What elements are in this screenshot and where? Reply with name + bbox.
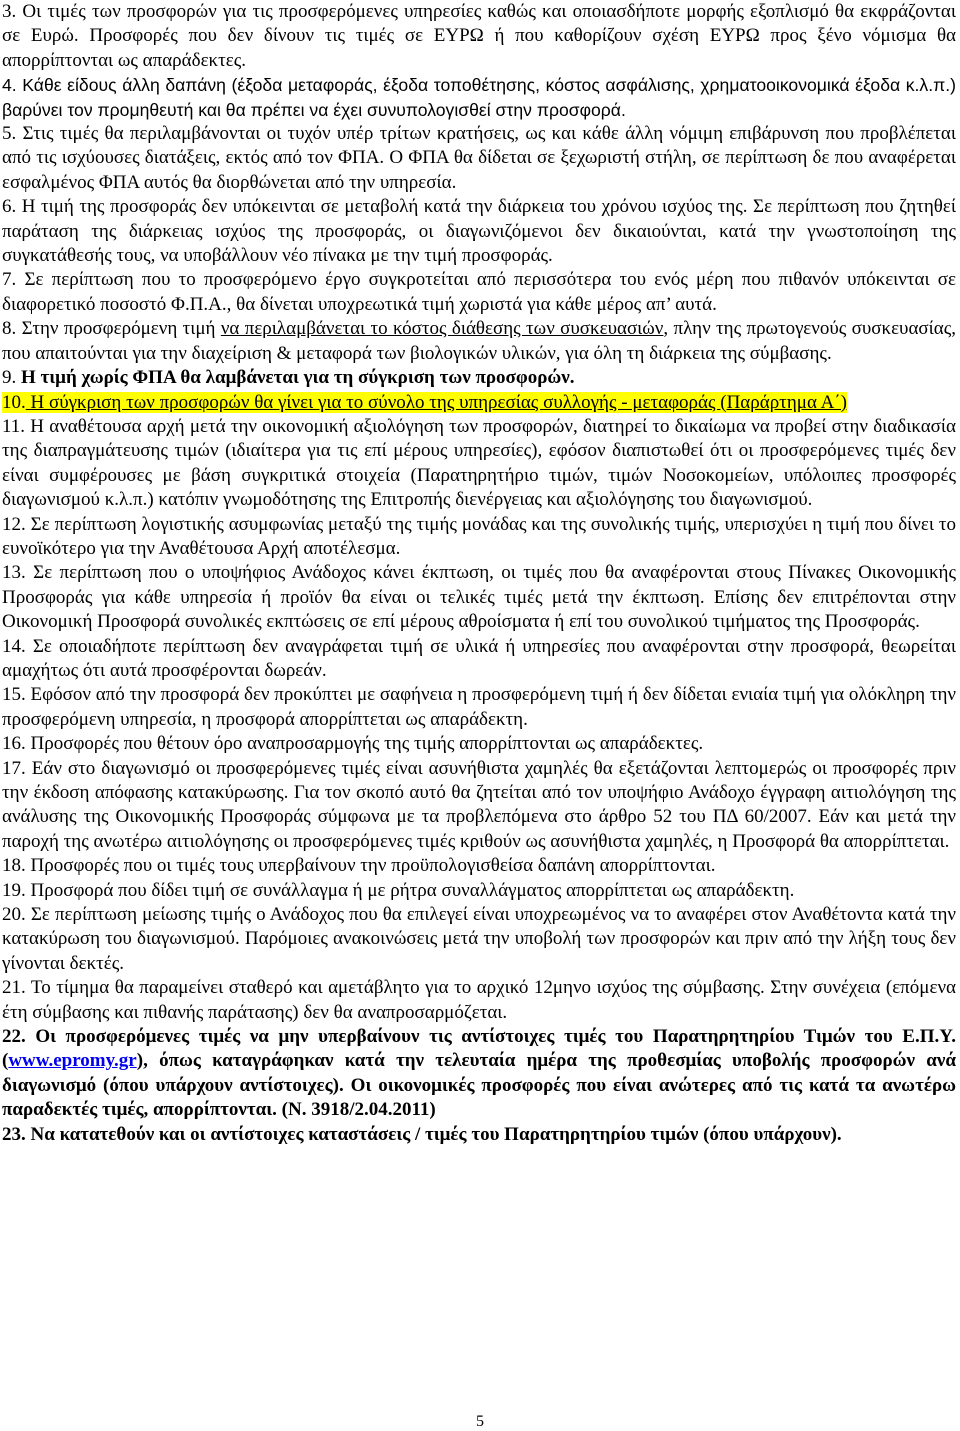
paragraph-text: Σε οποιαδήποτε περίπτωση δεν αναγράφεται τιμή σε υλικά ή υπηρεσίες που αναφέρονται στην προσφορά, θεωρείται αμαχήτως ότι αυτά προσφέρονται δωρεάν. bbox=[2, 635, 956, 681]
paragraph-text: Η αναθέτουσα αρχή μετά την οικονομική αξιολόγηση των προσφορών, διατηρεί το δικαίωμα να προβεί στην διαδικασία της διαπραγμάτευσης τιμών (ιδιαίτερα για τις επί μέρους υπηρεσίες), εφόσον διαπιστωθεί ότι οι προσφερόμενες τιμές δεν είναι συμφέρουσες με βάση συγκριτικά στοιχεία (Παρατηρητήριο τιμών, τιμών Νοσοκομείων, υπόλοιπες προσφορές διαγωνισμού κ.λ.π.) κατόπιν γνωμοδότησης της Επιτροπής διενέργειας και αξιολόγησης του διαγωνισμού. bbox=[2, 415, 956, 511]
paragraph-number: 7. bbox=[2, 269, 17, 291]
paragraph-4 bbox=[2, 73, 956, 122]
paragraph-number: 23. bbox=[2, 1123, 26, 1145]
paragraph-number: 18. bbox=[2, 855, 26, 877]
paragraph-text: ), όπως καταγράφηκαν κατά την τελευταία ημέρα της προθεσμίας υποβολής προσφορών ανά διαγωνισμό (όπου υπάρχουν αντίστοιχες). Οι οικονομικές προσφορές που είναι ανώτερες από τις κατά τα ανωτέρω παραδεκτές τιμές, απορρίπτονται. (Ν. 3918/2.04.2011) bbox=[2, 1050, 956, 1121]
paragraph-number: 17. bbox=[2, 757, 26, 779]
paragraph-text: Το τίμημα θα παραμείνει σταθερό και αμετάβλητο για το αρχικό 12μηνο ισχύος της σύμβασης. Στην συνέχεια (επόμενα έτη σύμβασης και πιθανής παράτασης) δεν θα αναπροσαρμόζεται. bbox=[2, 977, 956, 1023]
paragraph-text: Προσφορά που δίδει τιμή σε συνάλλαγμα ή με ρήτρα συναλλάγματος απορρίπτεται ως απαράδεκτη. bbox=[25, 879, 795, 901]
paragraph-text: , πλην της πρωτογενούς συσκευασίας, που απαιτούνται για την διαχείριση & μεταφορά των βιολογικών υλικών, για όλη τη διάρκεια της σύμβασης. bbox=[2, 318, 956, 364]
paragraph-13 bbox=[2, 561, 956, 634]
paragraph-text: Προσφορές που οι τιμές τους υπερβαίνουν την προϋπολογισθείσα δαπάνη απορρίπτονται. bbox=[25, 855, 716, 877]
paragraph-6 bbox=[2, 195, 956, 268]
paragraph-number: 15. bbox=[2, 684, 26, 706]
paragraph-number: 6. bbox=[2, 196, 17, 218]
paragraph-number: 12. bbox=[2, 513, 26, 535]
underlined-text: να περιλαμβάνεται το κόστος διάθεσης των συσκευασιών bbox=[220, 318, 664, 340]
paragraph-15 bbox=[2, 683, 956, 732]
paragraph-text: Εφόσον από την προσφορά δεν προκύπτει με σαφήνεια η προσφερόμενη τιμή ή δεν δίδεται ενιαία τιμή για ολόκληρη την προσφερόμενη υπηρεσία, η προσφορά απορρίπτεται ως απαράδεκτη. bbox=[2, 684, 956, 730]
paragraph-8 bbox=[2, 317, 956, 366]
paragraph-number: 19. bbox=[2, 879, 26, 901]
paragraph-number: 13. bbox=[2, 562, 26, 584]
paragraph-text: Η τιμή της προσφοράς δεν υπόκεινται σε μεταβολή κατά την διάρκεια του χρόνου ισχύος της. Σε περίπτωση που ζητηθεί παράταση της διάρκειας ισχύος της προσφοράς, οι διαγωνιζόμενοι δεν δικαιούνται, κατά την γνωστοποίηση της συγκατάθεσής τους, να υποβάλλουν νέο πίνακα με την τιμή προσφοράς. bbox=[2, 196, 956, 267]
paragraph-3 bbox=[2, 0, 956, 73]
page-number: 5 bbox=[476, 1413, 484, 1430]
paragraph-22 bbox=[2, 1025, 956, 1123]
paragraph-text: Σε περίπτωση λογιστικής ασυμφωνίας μεταξύ της τιμής μονάδας και της συνολικής τιμής, υπερισχύει η τιμή που δίνει το ευνοϊκότερο για την Αναθέτουσα Αρχή αποτέλεσμα. bbox=[2, 513, 956, 559]
paragraph-16 bbox=[2, 732, 956, 756]
paragraph-number: 22. bbox=[2, 1026, 26, 1048]
paragraph-text: Προσφορές που θέτουν όρο αναπροσαρμογής της τιμής απορρίπτονται ως απαράδεκτες. bbox=[25, 733, 704, 755]
paragraph-text: Στην προσφερόμενη τιμή bbox=[16, 318, 221, 340]
paragraph-text: Στις τιμές θα περιλαμβάνονται οι τυχόν υπέρ τρίτων κρατήσεις, ως και κάθε άλλη νόμιμη επιβάρυνση που προβλέπεται από τις ισχύουσες διατάξεις, εκτός από τον ΦΠΑ. Ο ΦΠΑ θα δίδεται σε ξεχωριστή στήλη, σε περίπτωση δε που αναφέρεται εσφαλμένος ΦΠΑ αυτός θα διορθώνεται από την υπηρεσία. bbox=[2, 123, 956, 193]
paragraph-number: 11. bbox=[2, 415, 26, 437]
paragraph-number: 9. bbox=[2, 367, 17, 389]
paragraph-17 bbox=[2, 757, 956, 855]
paragraph-number: 3. bbox=[2, 1, 17, 22]
paragraph-number: 21. bbox=[2, 977, 26, 999]
paragraph-text: Η σύγκριση των προσφορών θα γίνει για το σύνολο της υπηρεσίας συλλογής - μεταφοράς (Παράρτημα Α΄) bbox=[25, 391, 847, 413]
paragraph-19 bbox=[2, 879, 956, 903]
paragraph-12 bbox=[2, 513, 956, 562]
paragraph-text: Να κατατεθούν και οι αντίστοιχες καταστάσεις / τιμές του Παρατηρητηρίου τιμών (όπου υπάρχουν). bbox=[25, 1123, 842, 1145]
paragraph-text: Κάθε είδους άλλη δαπάνη (έξοδα μεταφοράς, έξοδα τοποθέτησης, κόστος ασφάλισης, χρηματοοικονομικά έξοδα κ.λ.π.) βαρύνει τον προμηθευτή και θα πρέπει να έχει συνυπολογισθεί στην προσφορά. bbox=[2, 75, 956, 120]
epromy-link[interactable]: www.epromy.gr bbox=[8, 1050, 137, 1072]
paragraph-14 bbox=[2, 635, 956, 684]
paragraph-23 bbox=[2, 1123, 956, 1147]
paragraph-18 bbox=[2, 854, 956, 878]
paragraph-number: 20. bbox=[2, 904, 26, 926]
paragraph-number: 5. bbox=[2, 123, 17, 145]
paragraph-text: Οι προσφερόμενες τιμές να μην υπερβαίνουν τις αντίστοιχες τιμές του Παρατηρητηρίου Τιμών του Ε.Π.Υ. ( bbox=[2, 1026, 956, 1072]
paragraph-7 bbox=[2, 268, 956, 317]
paragraph-number: 16. bbox=[2, 733, 26, 755]
paragraph-text: Σε περίπτωση που ο υποψήφιος Ανάδοχος κάνει έκπτωση, οι τιμές που θα αναφέρονται στους Πίνακες Οικονομικής Προσφοράς για κάθε υπηρεσία ή προϊόν θα είναι οι τελικές τιμές μετά την έκπτωση. Επίσης δεν επιτρέπονται στην Οικονομική Προσφορά συνολικές εκπτώσεις σε επί μέρους αθροίσματα ή επί του συνολικού τιμήματος της Προσφοράς. bbox=[2, 562, 956, 633]
paragraph-text: Εάν στο διαγωνισμό οι προσφερόμενες τιμές είναι ασυνήθιστα χαμηλές θα εξετάζονται λεπτομερώς οι προσφορές πριν την έκδοση απόφασης κατακύρωσης. Για τον σκοπό αυτό θα ζητείται από τον υποψήφιο Ανάδοχο έγγραφη αιτιολόγηση της ανάλυσης της Οικονομικής Προσφοράς σύμφωνα με τα προβλεπόμενα στο άρθρο 52 του ΠΔ 60/2007. Εάν και μετά την παροχή της ανωτέρω αιτιολόγησης οι προσφερόμενες τιμές κριθούν ως ασυνήθιστα χαμηλές, η Προσφορά θα απορρίπτεται. bbox=[2, 757, 956, 852]
paragraph-text: Σε περίπτωση που το προσφερόμενο έργο συγκροτείται από περισσότερα του ενός μέρη που πιθανόν υπόκεινται σε διαφορετικό ποσοστό Φ.Π.Α., θα δίνεται υποχρεωτικά τιμή χωριστά για κάθε μέρος απ’ αυτά. bbox=[2, 269, 956, 315]
paragraph-9 bbox=[2, 366, 956, 390]
paragraph-text: Η τιμή χωρίς ΦΠΑ θα λαμβάνεται για τη σύγκριση των προσφορών. bbox=[16, 367, 575, 389]
paragraph-10 bbox=[2, 391, 956, 415]
paragraph-number: 8. bbox=[2, 318, 17, 340]
paragraph-text: Οι τιμές των προσφορών για τις προσφερόμενες υπηρεσίες καθώς και οποιασδήποτε μορφής εξοπλισμό θα εκφράζονται σε Ευρώ. Προσφορές που δεν δίνουν τις τιμές σε ΕΥΡΩ ή που καθορίζουν σχέση ΕΥΡΩ προς ξένο νόμισμα θα απορρίπτονται ως απαράδεκτες. bbox=[2, 1, 956, 71]
paragraph-number: 10. bbox=[2, 391, 26, 413]
paragraph-21 bbox=[2, 976, 956, 1025]
paragraph-number: 14. bbox=[2, 635, 26, 657]
paragraph-11 bbox=[2, 415, 956, 513]
paragraph-5 bbox=[2, 122, 956, 195]
paragraph-text: Σε περίπτωση μείωσης τιμής ο Ανάδοχος που θα επιλεγεί είναι υποχρεωμένος να το αναφέρει στον Αναθέτοντα κατά την κατακύρωση του διαγωνισμού. Παρόμοιες ανακοινώσεις μετά την υποβολή των προσφορών και πριν από την λήξη τους δεν γίνονται δεκτές. bbox=[2, 904, 956, 974]
paragraph-number: 4. bbox=[2, 75, 17, 96]
document-page bbox=[2, 0, 956, 1147]
paragraph-20 bbox=[2, 903, 956, 976]
highlighted-paragraph bbox=[2, 392, 847, 413]
